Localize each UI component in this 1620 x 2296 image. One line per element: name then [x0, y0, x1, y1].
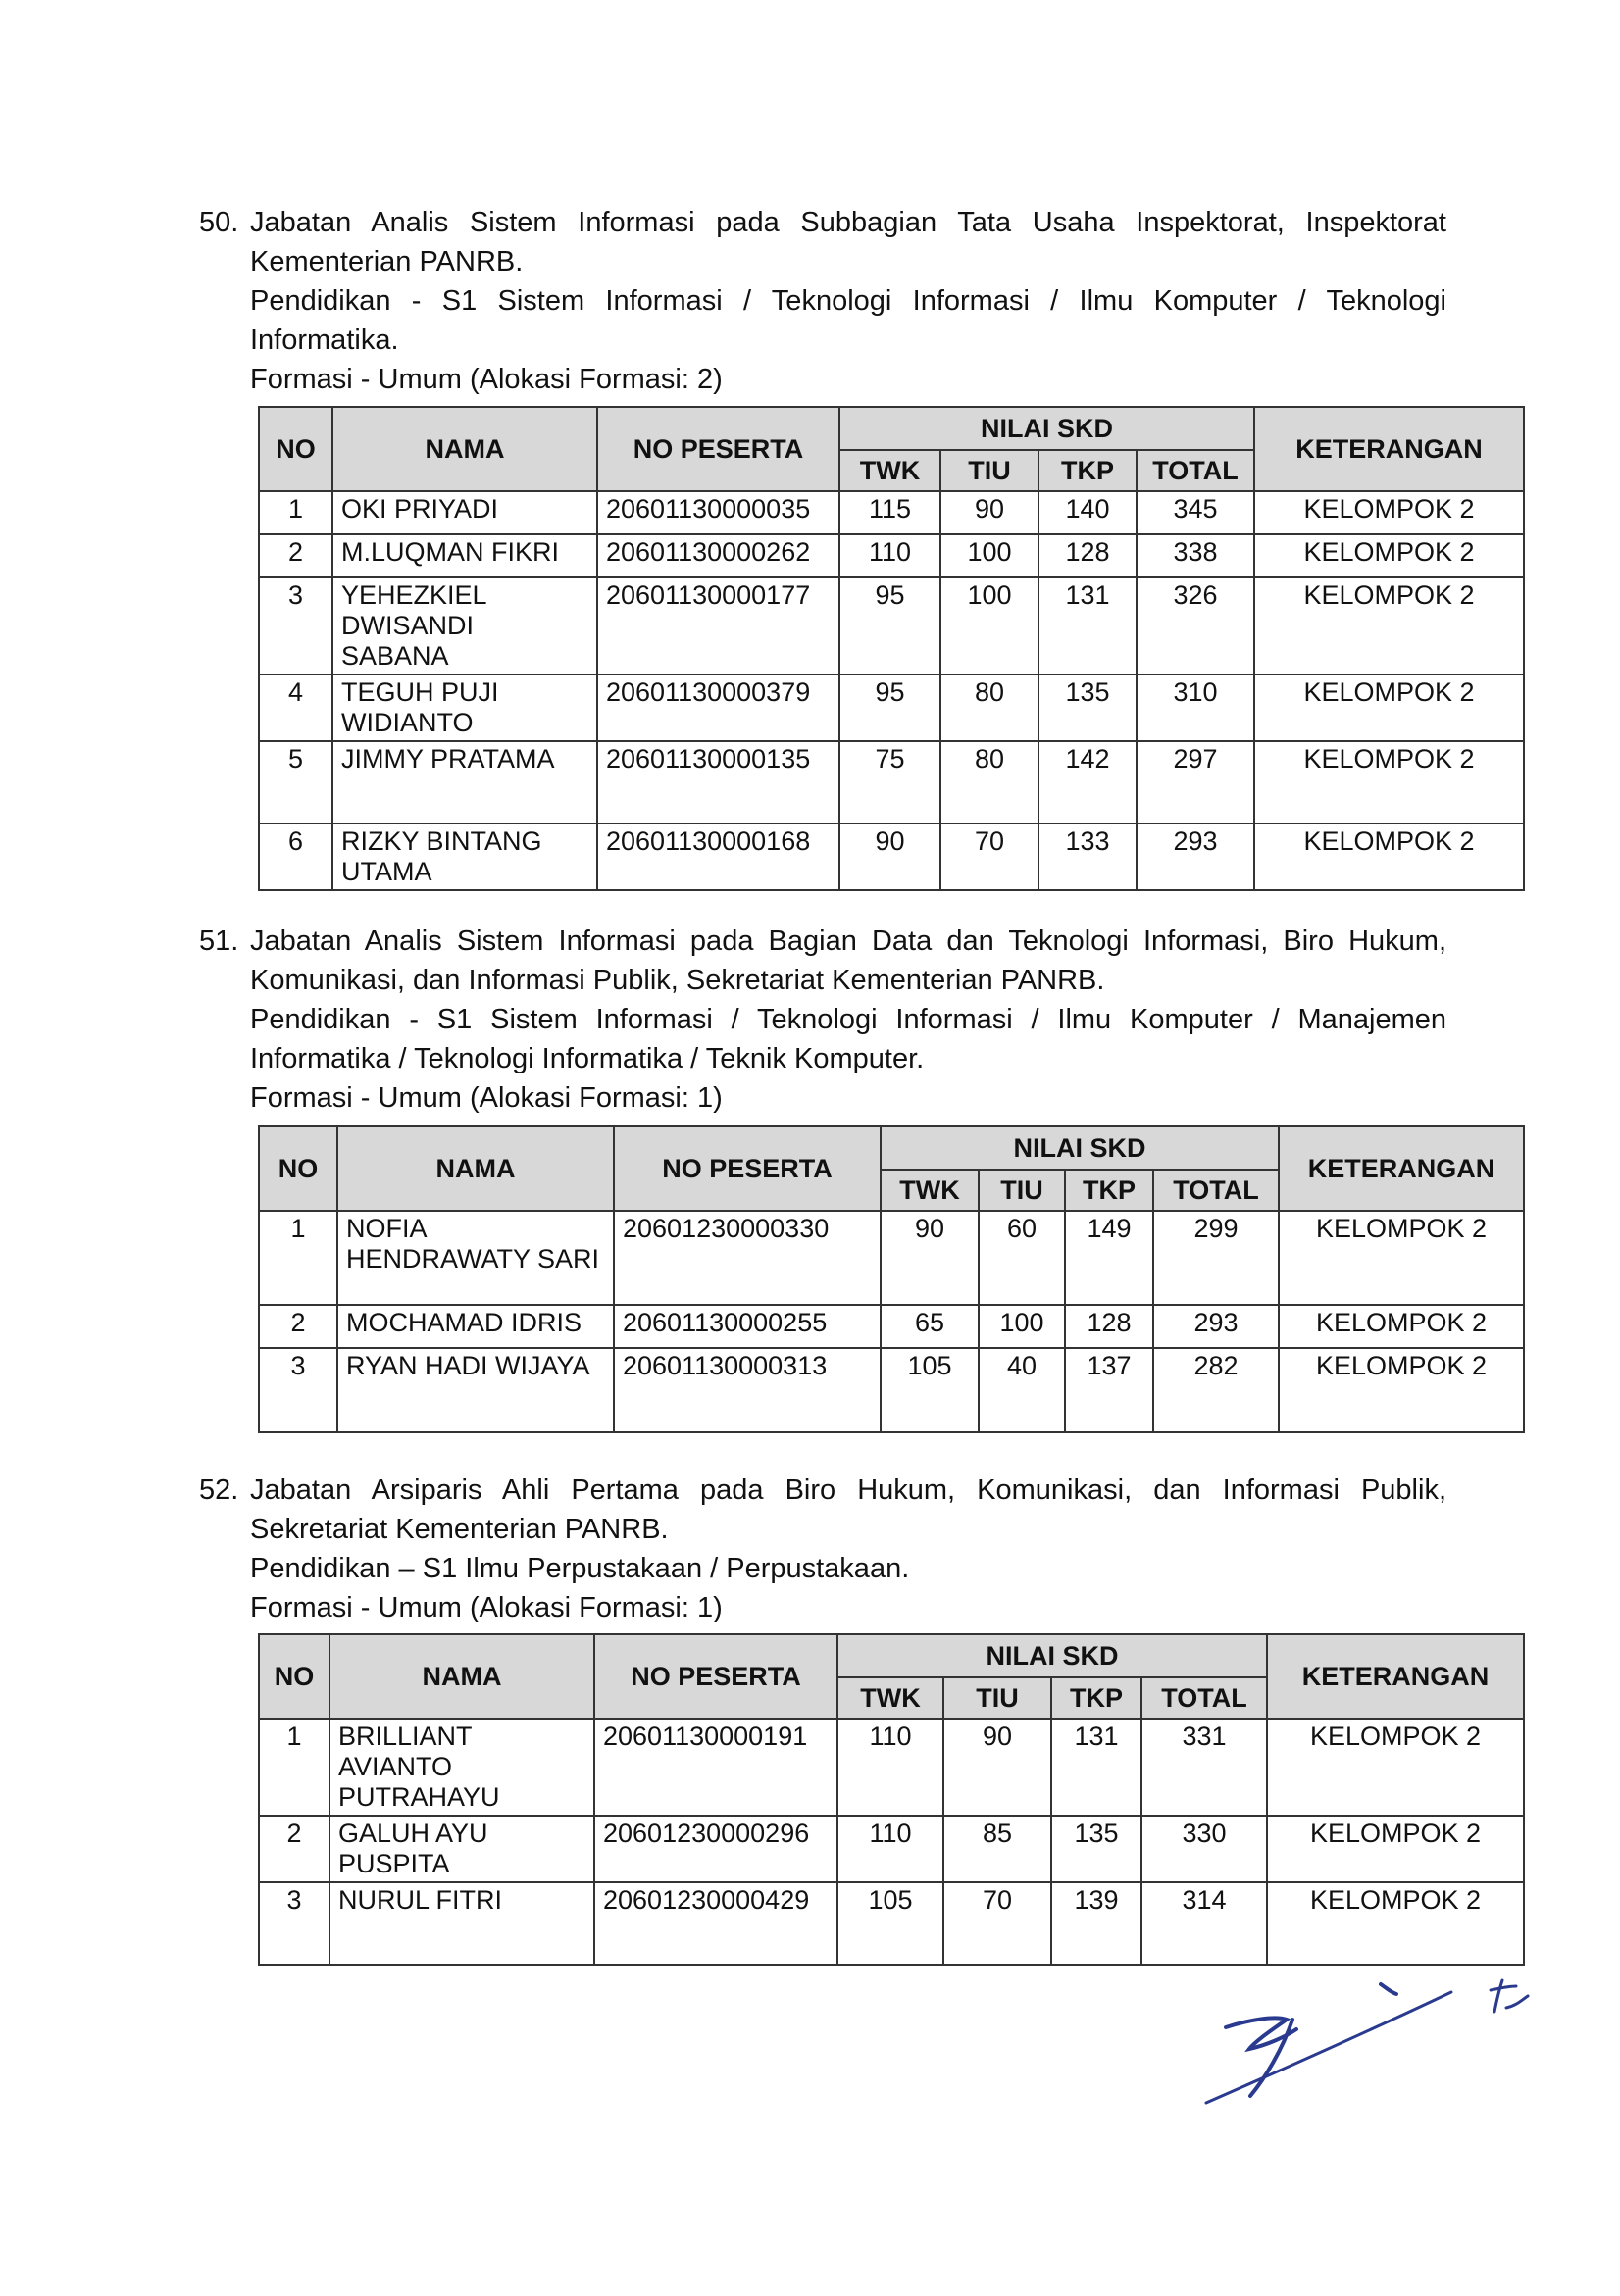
cell-twk: 105	[881, 1348, 979, 1432]
cell-tiu: 40	[979, 1348, 1065, 1432]
header-no-peserta: NO PESERTA	[594, 1634, 837, 1719]
header-nilai-skd: NILAI SKD	[839, 407, 1254, 450]
header-tkp: TKP	[1038, 450, 1137, 491]
header-no: NO	[259, 1126, 337, 1211]
cell-no-peserta: 20601130000255	[614, 1305, 881, 1348]
cell-twk: 115	[839, 491, 940, 534]
cell-no-peserta: 20601230000296	[594, 1816, 837, 1882]
header-no-peserta: NO PESERTA	[614, 1126, 881, 1211]
header-twk: TWK	[839, 450, 940, 491]
cell-keterangan: KELOMPOK 2	[1267, 1882, 1524, 1965]
cell-no: 6	[259, 824, 332, 890]
header-nama: NAMA	[329, 1634, 594, 1719]
header-twk: TWK	[881, 1170, 979, 1211]
header-twk: TWK	[837, 1677, 943, 1719]
header-total: TOTAL	[1137, 450, 1254, 491]
cell-tiu: 80	[940, 674, 1038, 741]
cell-tiu: 100	[940, 534, 1038, 577]
cell-no-peserta: 20601130000168	[597, 824, 839, 890]
cell-tkp: 142	[1038, 741, 1137, 824]
table-row	[259, 674, 1524, 741]
cell-no: 5	[259, 741, 332, 824]
cell-tkp: 135	[1051, 1816, 1141, 1882]
cell-tiu: 100	[940, 577, 1038, 674]
cell-tkp: 128	[1038, 534, 1137, 577]
cell-tkp: 139	[1051, 1882, 1141, 1965]
header-tkp: TKP	[1065, 1170, 1153, 1211]
cell-tkp: 149	[1065, 1211, 1153, 1305]
header-keterangan: KETERANGAN	[1279, 1126, 1524, 1211]
cell-tiu: 85	[943, 1816, 1051, 1882]
cell-twk: 110	[839, 534, 940, 577]
cell-keterangan: KELOMPOK 2	[1267, 1816, 1524, 1882]
header-total: TOTAL	[1141, 1677, 1267, 1719]
header-nilai-skd: NILAI SKD	[881, 1126, 1279, 1170]
cell-no: 2	[259, 534, 332, 577]
cell-keterangan: KELOMPOK 2	[1279, 1348, 1524, 1432]
cell-nama: NOFIA HENDRAWATY SARI	[337, 1211, 614, 1305]
cell-total: 299	[1153, 1211, 1279, 1305]
header-keterangan: KETERANGAN	[1267, 1634, 1524, 1719]
cell-keterangan: KELOMPOK 2	[1279, 1305, 1524, 1348]
cell-no-peserta: 20601130000135	[597, 741, 839, 824]
table-row	[259, 577, 1524, 674]
cell-total: 314	[1141, 1882, 1267, 1965]
cell-nama: RYAN HADI WIJAYA	[337, 1348, 614, 1432]
cell-no: 3	[259, 577, 332, 674]
cell-twk: 90	[839, 824, 940, 890]
table-row	[259, 1816, 1524, 1882]
cell-no: 3	[259, 1882, 329, 1965]
header-no: NO	[259, 1634, 329, 1719]
cell-twk: 105	[837, 1882, 943, 1965]
section-number: 50.	[199, 207, 239, 238]
header-no: NO	[259, 407, 332, 491]
cell-no-peserta: 20601130000313	[614, 1348, 881, 1432]
cell-keterangan: KELOMPOK 2	[1254, 674, 1524, 741]
cell-nama: JIMMY PRATAMA	[332, 741, 597, 824]
results-table	[258, 406, 1525, 891]
cell-nama: RIZKY BINTANG UTAMA	[332, 824, 597, 890]
cell-tkp: 135	[1038, 674, 1137, 741]
header-nama: NAMA	[337, 1126, 614, 1211]
cell-twk: 110	[837, 1816, 943, 1882]
cell-tiu: 100	[979, 1305, 1065, 1348]
cell-keterangan: KELOMPOK 2	[1279, 1211, 1524, 1305]
cell-tiu: 70	[943, 1882, 1051, 1965]
cell-no-peserta: 20601130000262	[597, 534, 839, 577]
cell-nama: MOCHAMAD IDRIS	[337, 1305, 614, 1348]
cell-total: 331	[1141, 1719, 1267, 1816]
cell-twk: 95	[839, 577, 940, 674]
formasi-text: Formasi - Umum (Alokasi Formasi: 1)	[250, 1592, 723, 1623]
cell-no: 1	[259, 1211, 337, 1305]
cell-no: 1	[259, 491, 332, 534]
results-table	[258, 1125, 1525, 1433]
cell-total: 293	[1137, 824, 1254, 890]
cell-twk: 95	[839, 674, 940, 741]
cell-twk: 110	[837, 1719, 943, 1816]
cell-tiu: 90	[943, 1719, 1051, 1816]
table-row	[259, 1211, 1524, 1305]
cell-tkp: 137	[1065, 1348, 1153, 1432]
cell-no-peserta: 20601130000177	[597, 577, 839, 674]
cell-total: 326	[1137, 577, 1254, 674]
table-row	[259, 741, 1524, 824]
cell-no: 1	[259, 1719, 329, 1816]
table-row	[259, 1305, 1524, 1348]
cell-nama: OKI PRIYADI	[332, 491, 597, 534]
cell-keterangan: KELOMPOK 2	[1254, 577, 1524, 674]
cell-twk: 65	[881, 1305, 979, 1348]
cell-tkp: 131	[1038, 577, 1137, 674]
cell-no: 2	[259, 1305, 337, 1348]
pendidikan-text: Pendidikan – S1 Ilmu Perpustakaan / Perpustakaan.	[250, 1553, 910, 1584]
header-tiu: TIU	[943, 1677, 1051, 1719]
handwritten-initials	[1157, 1951, 1569, 2108]
cell-no-peserta: 20601230000429	[594, 1882, 837, 1965]
cell-tiu: 90	[940, 491, 1038, 534]
results-table	[258, 1633, 1525, 1966]
table-row	[259, 1719, 1524, 1816]
cell-tiu: 70	[940, 824, 1038, 890]
cell-tkp: 128	[1065, 1305, 1153, 1348]
table-row	[259, 1348, 1524, 1432]
cell-keterangan: KELOMPOK 2	[1267, 1719, 1524, 1816]
cell-nama: GALUH AYU PUSPITA	[329, 1816, 594, 1882]
cell-no-peserta: 20601130000191	[594, 1719, 837, 1816]
header-nilai-skd: NILAI SKD	[837, 1634, 1267, 1677]
cell-total: 345	[1137, 491, 1254, 534]
cell-tkp: 140	[1038, 491, 1137, 534]
header-tiu: TIU	[940, 450, 1038, 491]
table-row	[259, 534, 1524, 577]
header-total: TOTAL	[1153, 1170, 1279, 1211]
header-no-peserta: NO PESERTA	[597, 407, 839, 491]
cell-no: 2	[259, 1816, 329, 1882]
cell-tkp: 133	[1038, 824, 1137, 890]
header-tiu: TIU	[979, 1170, 1065, 1211]
jabatan-text: Jabatan Arsiparis Ahli Pertama pada Biro Hukum, Komunikasi, dan Informasi Publik, Sekretariat Kementerian PANRB.	[250, 1474, 1446, 1545]
cell-nama: M.LUQMAN FIKRI	[332, 534, 597, 577]
cell-tiu: 60	[979, 1211, 1065, 1305]
formasi-text: Formasi - Umum (Alokasi Formasi: 2)	[250, 364, 723, 395]
cell-keterangan: KELOMPOK 2	[1254, 741, 1524, 824]
jabatan-text: Jabatan Analis Sistem Informasi pada Subbagian Tata Usaha Inspektorat, Inspektorat Kementerian PANRB.	[250, 207, 1446, 277]
cell-total: 310	[1137, 674, 1254, 741]
table-row	[259, 824, 1524, 890]
cell-total: 293	[1153, 1305, 1279, 1348]
cell-twk: 75	[839, 741, 940, 824]
formasi-text: Formasi - Umum (Alokasi Formasi: 1)	[250, 1082, 723, 1114]
section-number: 51.	[199, 925, 239, 957]
header-nama: NAMA	[332, 407, 597, 491]
cell-total: 282	[1153, 1348, 1279, 1432]
jabatan-text: Jabatan Analis Sistem Informasi pada Bagian Data dan Teknologi Informasi, Biro Hukum, Komunikasi, dan Informasi Publik, Sekretariat Kementerian PANRB.	[250, 925, 1446, 996]
cell-nama: YEHEZKIEL DWISANDI SABANA	[332, 577, 597, 674]
cell-nama: TEGUH PUJI WIDIANTO	[332, 674, 597, 741]
cell-keterangan: KELOMPOK 2	[1254, 534, 1524, 577]
cell-total: 338	[1137, 534, 1254, 577]
cell-twk: 90	[881, 1211, 979, 1305]
cell-no-peserta: 20601130000379	[597, 674, 839, 741]
pendidikan-text: Pendidikan - S1 Sistem Informasi / Teknologi Informasi / Ilmu Komputer / Teknologi Informatika.	[250, 285, 1446, 356]
cell-total: 297	[1137, 741, 1254, 824]
cell-tkp: 131	[1051, 1719, 1141, 1816]
cell-nama: BRILLIANT AVIANTO PUTRAHAYU	[329, 1719, 594, 1816]
cell-no: 3	[259, 1348, 337, 1432]
cell-keterangan: KELOMPOK 2	[1254, 491, 1524, 534]
section-number: 52.	[199, 1474, 239, 1506]
cell-no-peserta: 20601130000035	[597, 491, 839, 534]
cell-keterangan: KELOMPOK 2	[1254, 824, 1524, 890]
pendidikan-text: Pendidikan - S1 Sistem Informasi / Teknologi Informasi / Ilmu Komputer / Manajemen Informatika / Teknologi Informatika / Teknik Komputer.	[250, 1004, 1446, 1074]
cell-no-peserta: 20601230000330	[614, 1211, 881, 1305]
cell-tiu: 80	[940, 741, 1038, 824]
cell-no: 4	[259, 674, 332, 741]
table-row	[259, 491, 1524, 534]
header-tkp: TKP	[1051, 1677, 1141, 1719]
header-keterangan: KETERANGAN	[1254, 407, 1524, 491]
cell-total: 330	[1141, 1816, 1267, 1882]
cell-nama: NURUL FITRI	[329, 1882, 594, 1965]
